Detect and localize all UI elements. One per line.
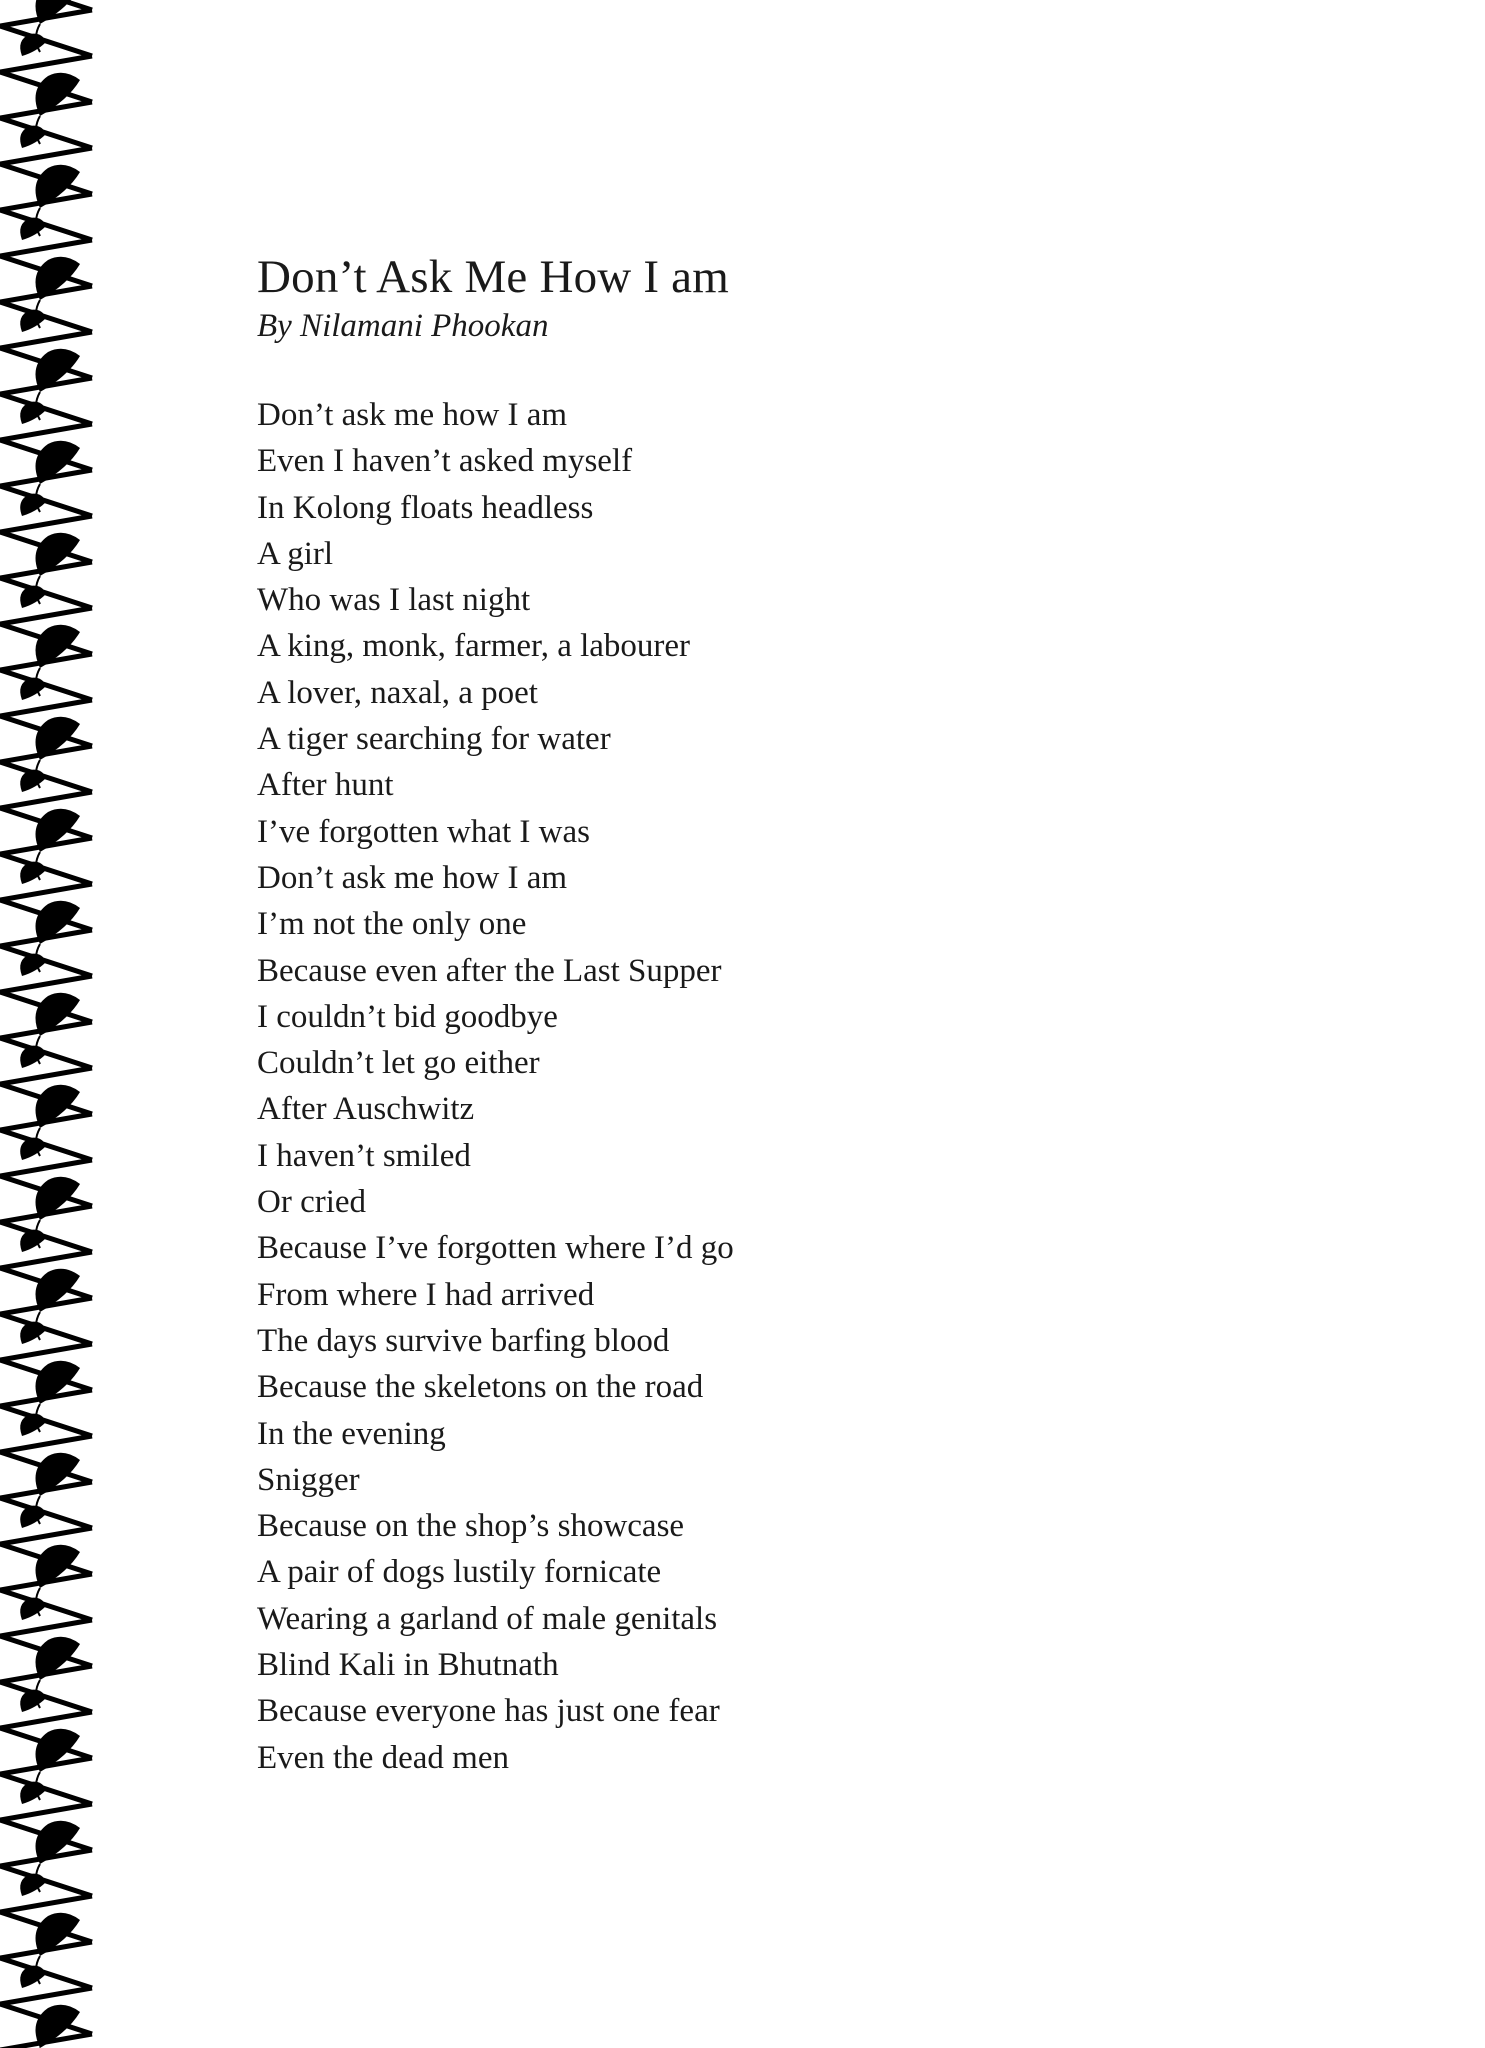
poem-line: After Auschwitz [257,1091,475,1128]
poem-line: Blind Kali in Bhutnath [257,1647,559,1684]
poem-line: Couldn’t let go either [257,1045,540,1082]
poem-line: After hunt [257,767,394,804]
poem-line: A pair of dogs lustily fornicate [257,1554,662,1591]
poem [257,250,1257,1781]
poem-line: I’ve forgotten what I was [257,813,590,850]
poem-line: A lover, naxal, a poet [257,674,538,711]
poem-line: A tiger searching for water [257,721,611,758]
poem-line: Snigger [257,1461,360,1498]
poem-line: Even the dead men [257,1739,509,1776]
poem-line: Wearing a garland of male genitals [257,1600,718,1637]
poem-line: Don’t ask me how I am [257,859,568,896]
poem-lines [257,392,1257,1781]
poem-line: In the evening [257,1415,446,1452]
poem-line: In Kolong floats headless [257,489,594,526]
poem-line: From where I had arrived [257,1276,595,1313]
poem-line: Or cried [257,1184,367,1221]
decorative-border [0,0,100,2048]
poem-line: Because the skeletons on the road [257,1369,704,1406]
poem-line: I couldn’t bid goodbye [257,998,558,1035]
poem-line: The days survive barfing blood [257,1322,670,1359]
poem-title: Don’t Ask Me How I am [257,251,729,303]
poem-line: A king, monk, farmer, a labourer [257,628,691,665]
poem-line: Because on the shop’s showcase [257,1508,685,1545]
poem-line: I haven’t smiled [257,1137,471,1174]
poem-line: Because even after the Last Supper [257,952,722,989]
poem-line: Don’t ask me how I am [257,397,568,433]
poem-author: By Nilamani Phookan [257,308,549,344]
ginkgo-leaf-zigzag-icon [0,0,100,2048]
poem-line: A girl [257,535,334,572]
poem-line: Because everyone has just one fear [257,1693,720,1730]
poem-line: Because I’ve forgotten where I’d go [257,1230,734,1267]
poem-line: Who was I last night [257,582,531,619]
poem-line: I’m not the only one [257,906,527,943]
poem-line: Even I haven’t asked myself [257,443,633,480]
